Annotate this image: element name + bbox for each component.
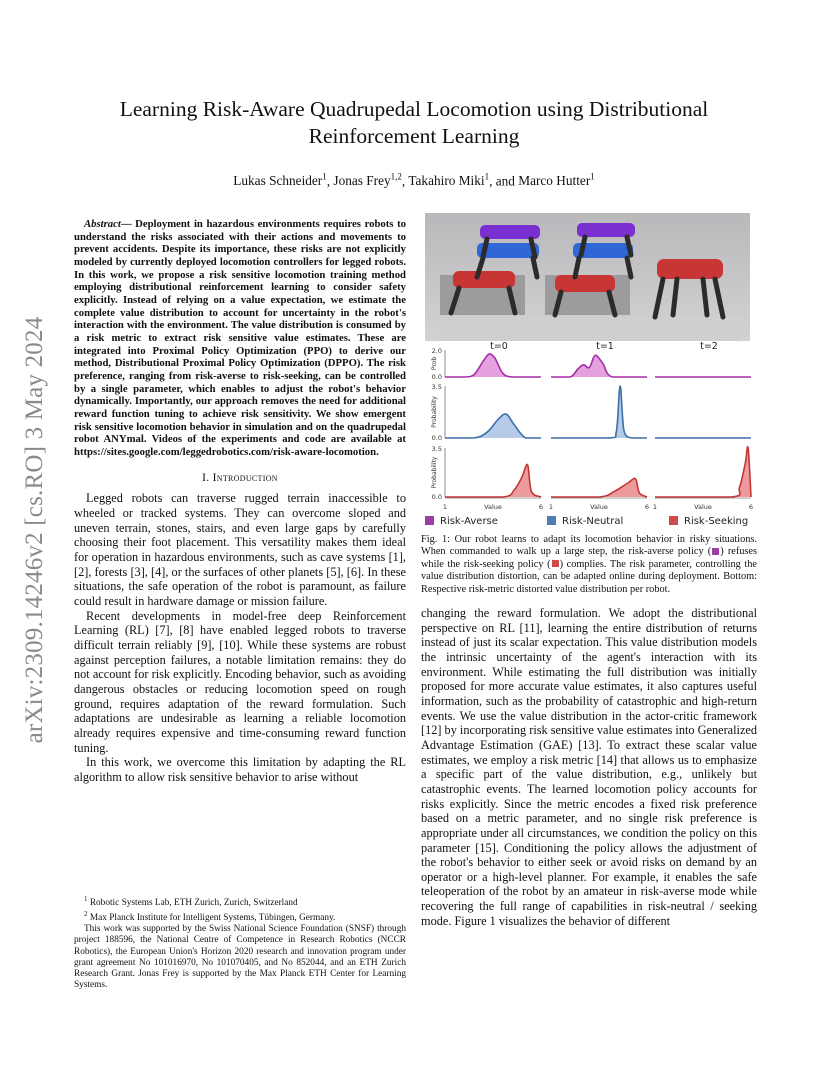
y-tick-label: 2.0 <box>431 347 442 355</box>
author-affiliation: 1 <box>590 172 595 182</box>
author-list: Lukas Schneider$^1$, Jonas Frey$^{1,2}$, Takahiro Miki$^1$, and Marco Hutter$^1$ <box>233 172 595 189</box>
section-heading-introduction: I. Introduction <box>202 472 278 485</box>
intro-paragraph-3: In this work, we overcome this limitation by adapting the RL algorithm to allow risk sensitive behavior to arise without <box>74 755 406 784</box>
distribution-area <box>445 464 541 497</box>
y-axis-label: Probability <box>431 396 438 428</box>
author-2: Jonas Frey$^{1,2}$ <box>333 172 402 189</box>
legend-swatch <box>547 516 556 525</box>
y-axis-label: Prob <box>431 356 438 371</box>
x-axis-label: Value <box>590 503 608 511</box>
x-axis-label: Value <box>484 503 502 511</box>
y-tick-label: 0.0 <box>431 434 442 442</box>
legend-label: Risk-Neutral <box>562 516 624 527</box>
time-label: t=1 <box>596 342 614 352</box>
y-tick-label: 0.0 <box>431 493 442 501</box>
arxiv-identifier: arXiv:2309.14246v2 [cs.RO] 3 May 2024 <box>21 316 48 744</box>
abstract-label: Abstract <box>84 218 121 230</box>
distribution-area <box>551 386 647 438</box>
left-column <box>74 218 406 785</box>
footnote-2: $^2$ Max Planck Institute for Intelligent Systems, Tübingen, Germany. <box>84 910 336 924</box>
footnote-1: $^1$ Robotic Systems Lab, ETH Zurich, Zurich, Switzerland <box>84 895 298 909</box>
time-label: t=2 <box>700 342 718 352</box>
author-1: Lukas Schneider$^1$ <box>233 172 327 189</box>
distribution-area <box>655 447 751 497</box>
x-tick-label: 1 <box>548 503 554 511</box>
funding-note: This work was supported by the Swiss National Science Foundation (SNSF) through project 188596, the National Centre of Competence in Research Robotics (NCCR Robotics), the European Union's Horizon 2020 research and innovation program under grant agreement No 101016970, No 101070405, and No 852044, and an ETH Zurich Research Grant. Jonas Frey is supported by the Max Planck ETH Center for Learning Systems. <box>74 924 406 990</box>
legend-label: Risk-Seeking <box>684 516 749 527</box>
distribution-area <box>445 354 541 377</box>
title-line-1: Learning Risk-Aware Quadrupedal Locomotion using Distributional <box>119 97 709 121</box>
abstract <box>74 218 406 458</box>
y-axis-label: Probability <box>431 456 438 489</box>
author-affiliation: 1 <box>322 172 327 182</box>
right-column <box>421 606 757 928</box>
author-3: Takahiro Miki$^1$ <box>408 172 490 189</box>
figure-caption: Fig. 1: Our robot learns to adapt its locomotion behavior in risky situations. When commanded to walk up a large step, the risk-averse policy ( ) refuses while the risk-seeking policy ( ) complies. The risk parameter, controlling the value distribution distortion, can be adapted online during deployment. Bottom: Respective risk-metric distorted value distribution per robot. <box>421 534 757 595</box>
risk-seeking-swatch <box>552 560 559 567</box>
y-tick-label: 3.5 <box>431 383 442 391</box>
legend-swatch <box>669 516 678 525</box>
x-tick-label: 6 <box>538 503 544 511</box>
paper-title <box>80 96 748 150</box>
intro-paragraph-1: Legged robots can traverse rugged terrain inaccessible to wheeled or tracked systems. They can overcome sloped and uneven terrain, stones, stairs, and even large gaps by carefully choosing their foot placement. This versatility makes them ideal for operation in hazardous environments, such as cave systems [1], [2], forests [3], [4], or the surfaces of other planets [5], [6]. In these situations, the safe operation of the robot is paramount, as failure could result in hardware damage or mission failure. <box>74 491 406 609</box>
value-distribution-chart <box>423 342 757 532</box>
footnotes <box>74 894 406 991</box>
author-4: Marco Hutter$^1$ <box>518 172 595 189</box>
right-paragraph: changing the reward formulation. We adopt the distributional perspective on RL [11], learning the entire distribution of returns instead of just its scalar expectation. This value distribution models the intrinsic uncertainty of the agent's interaction with its environment. While estimating the full distribution was initially proposed for more accurate value estimates, it also captures useful information, such as the probability of catastrophic and high-return events. We use the value distribution in the actor-critic framework [12] by incorporating risk sensitive value estimates into Generalized Advantage Estimation (GAE) [13]. To extract these scalar value estimates, we employ a risk metric [14] that allows us to emphasize a specific part of the value distribution, e.g., unlikely but catastrophic events. The learned locomotion policy accounts for risks explicitly. Since the metric encodes a fixed risk preference based on a metric parameter, and no single risk preference is appropriate under all circumstances, we condition the policy on this parameter [15]. Conditioning the policy allows the adjustment of the robot's behavior to either seek or avoid risks on demand by an operator or a high-level planner. For example, it enables the safe teleoperation of the robot by an amateur in risk-averse mode while recovering the full range of capabilities in risk-neutral / seeking mode. Figure 1 visualizes the behavior of different <box>421 606 758 928</box>
intro-paragraph-2: Recent developments in model-free deep Reinforcement Learning (RL) [7], [8] have enabled legged robots to traverse difficult terrain reliably [9], [10]. While these systems are robust against perception failures, a notable limitation remains: they do not account for risk explicitly. Encoding behavior, such as avoiding dangerous obstacles or reducing locomotion speed on rough ground, requires adaptation of the reward formulation. Such adaptations are undesirable as learning a reliable locomotion already requires expensive and time-consuming reward function tuning. <box>74 608 406 755</box>
title-line-2: Reinforcement Learning <box>308 124 520 148</box>
y-tick-label: 3.5 <box>431 445 442 453</box>
x-axis-label: Value <box>694 503 712 511</box>
distribution-line <box>551 386 647 438</box>
x-tick-label: 6 <box>748 503 754 511</box>
value-distribution-figure <box>423 342 757 532</box>
y-tick-label: 0.0 <box>431 373 442 381</box>
x-tick-label: 1 <box>652 503 658 511</box>
distribution-line <box>655 447 751 497</box>
risk-averse-swatch <box>712 548 719 555</box>
robot-photo <box>425 213 750 341</box>
legend-swatch <box>425 516 434 525</box>
author-affiliation: 1 <box>484 172 490 182</box>
x-tick-label: 6 <box>644 503 650 511</box>
caption-label: Fig. 1: <box>421 534 450 545</box>
robot-photo-illustration <box>425 213 750 341</box>
distribution-area <box>551 478 647 497</box>
x-tick-label: 1 <box>442 503 448 511</box>
legend-label: Risk-Averse <box>440 516 498 527</box>
author-affiliation: 1,2 <box>390 172 402 182</box>
abstract-text: — Deployment in hazardous environments requires robots to understand the risks associated with their actions and movements to prevent accidents. Despite its importance, these risks are not explicitly modeled by currently deployed locomotion controllers for legged robots. In this work, we propose a risk sensitive locomotion training method employing distributional reinforcement learning to consider safety explicitly. Instead of relying on a value expectation, we estimate the complete value distribution to account for uncertainty in the robot's interaction with the environment. The value distribution is consumed by a risk metric to extract risk sensitive value estimates. These are integrated into Proximal Policy Optimization (PPO) to derive our method, Distributional Proximal Policy Optimization (DPPO). The risk preference, ranging from risk-averse to risk-seeking, can be controlled by a single parameter, which enables to adjust the robot's behavior dynamically. Importantly, our approach removes the need for additional reward function tuning to achieve risk sensitivity. We show emergent risk sensitive locomotion behavior in simulation and on the quadrupedal robot ANYmal. Videos of the experiments and code are available at https://sites.google.com/leggedrobotics.com/risk-aware-locomotion. <box>74 218 406 458</box>
time-label: t=0 <box>490 342 508 352</box>
